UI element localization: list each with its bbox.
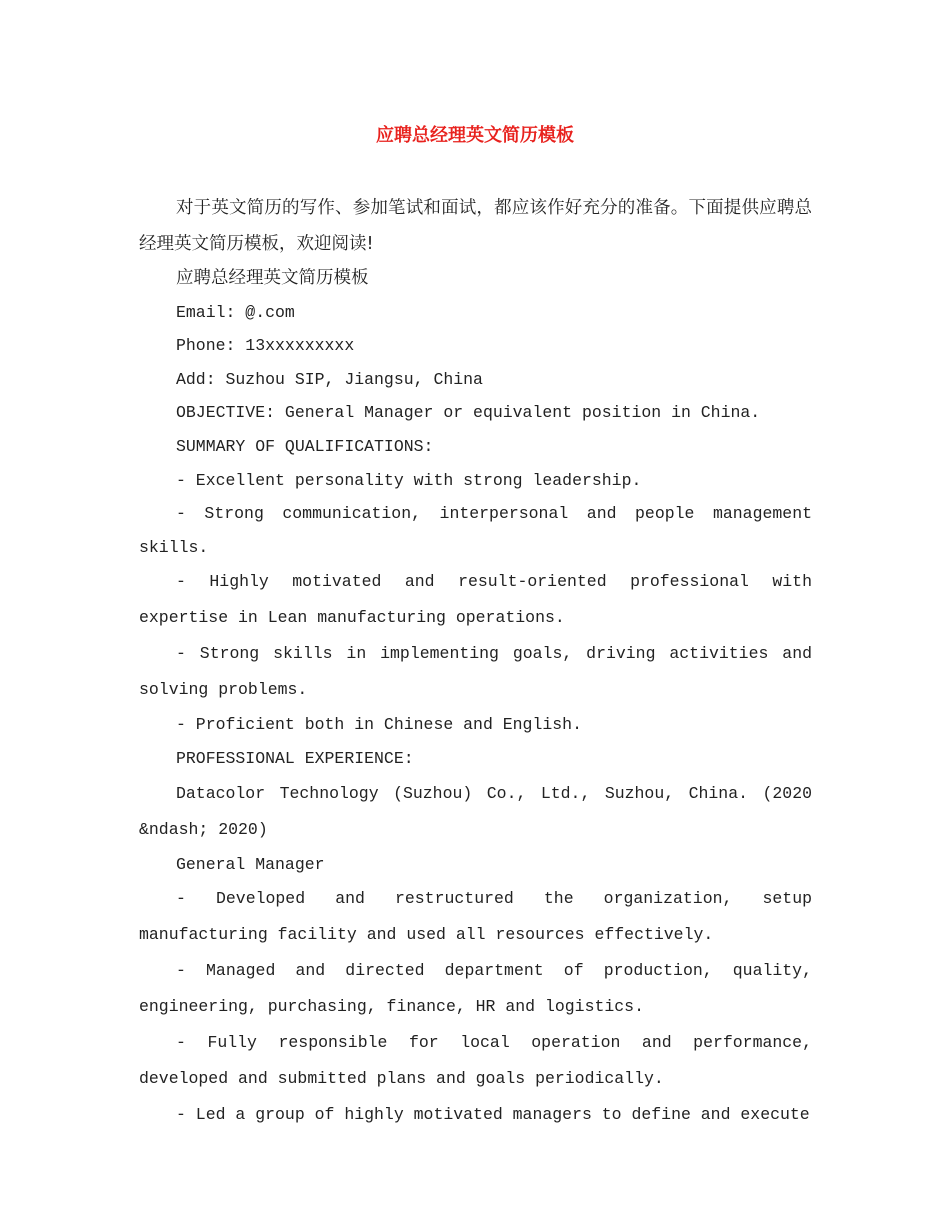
phone-line: Phone: 13xxxxxxxxx [176, 336, 355, 356]
qualification-item: - Highly motivated and result-oriented professional with expertise in Lean manufacturing operations. [139, 572, 812, 628]
qualification-item: - Excellent personality with strong leadership. [176, 470, 642, 490]
experience-item: - Developed and restructured the organization, setup manufacturing facility and used all resources effectively. [139, 889, 812, 945]
qualification-item: - Proficient both in Chinese and English. [176, 715, 582, 735]
experience-item: - Managed and directed department of production, quality, engineering, purchasing, finance, HR and logistics. [139, 961, 812, 1017]
address-line: Add: Suzhou SIP, Jiangsu, China [176, 369, 483, 389]
experience-item: - Led a group of highly motivated managers to define and execute [176, 1105, 810, 1125]
qualification-item: - Strong communication, interpersonal and people management skills. [139, 504, 812, 557]
job-title: General Manager [176, 854, 325, 874]
email-line: Email: @.com [176, 302, 295, 322]
qualifications-heading: SUMMARY OF QUALIFICATIONS: [176, 436, 434, 456]
experience-heading: PROFESSIONAL EXPERIENCE: [176, 748, 414, 768]
resume-heading: 应聘总经理英文简历模板 [176, 268, 369, 288]
document-body [139, 190, 812, 1133]
experience-item: - Fully responsible for local operation and performance, developed and submitted plans and goals periodically. [139, 1033, 812, 1089]
employer-line: Datacolor Technology (Suzhou) Co., Ltd., Suzhou, China. (2020 &ndash; 2020) [139, 783, 812, 839]
intro-paragraph: 对于英文简历的写作、参加笔试和面试，都应该作好充分的准备。下面提供应聘总经理英文简历模板，欢迎阅读! [139, 198, 812, 254]
objective-line: OBJECTIVE: General Manager or equivalent position in China. [176, 403, 761, 423]
document-title: 应聘总经理英文简历模板 [376, 125, 574, 146]
qualification-item: - Strong skills in implementing goals, driving activities and solving problems. [139, 644, 812, 700]
